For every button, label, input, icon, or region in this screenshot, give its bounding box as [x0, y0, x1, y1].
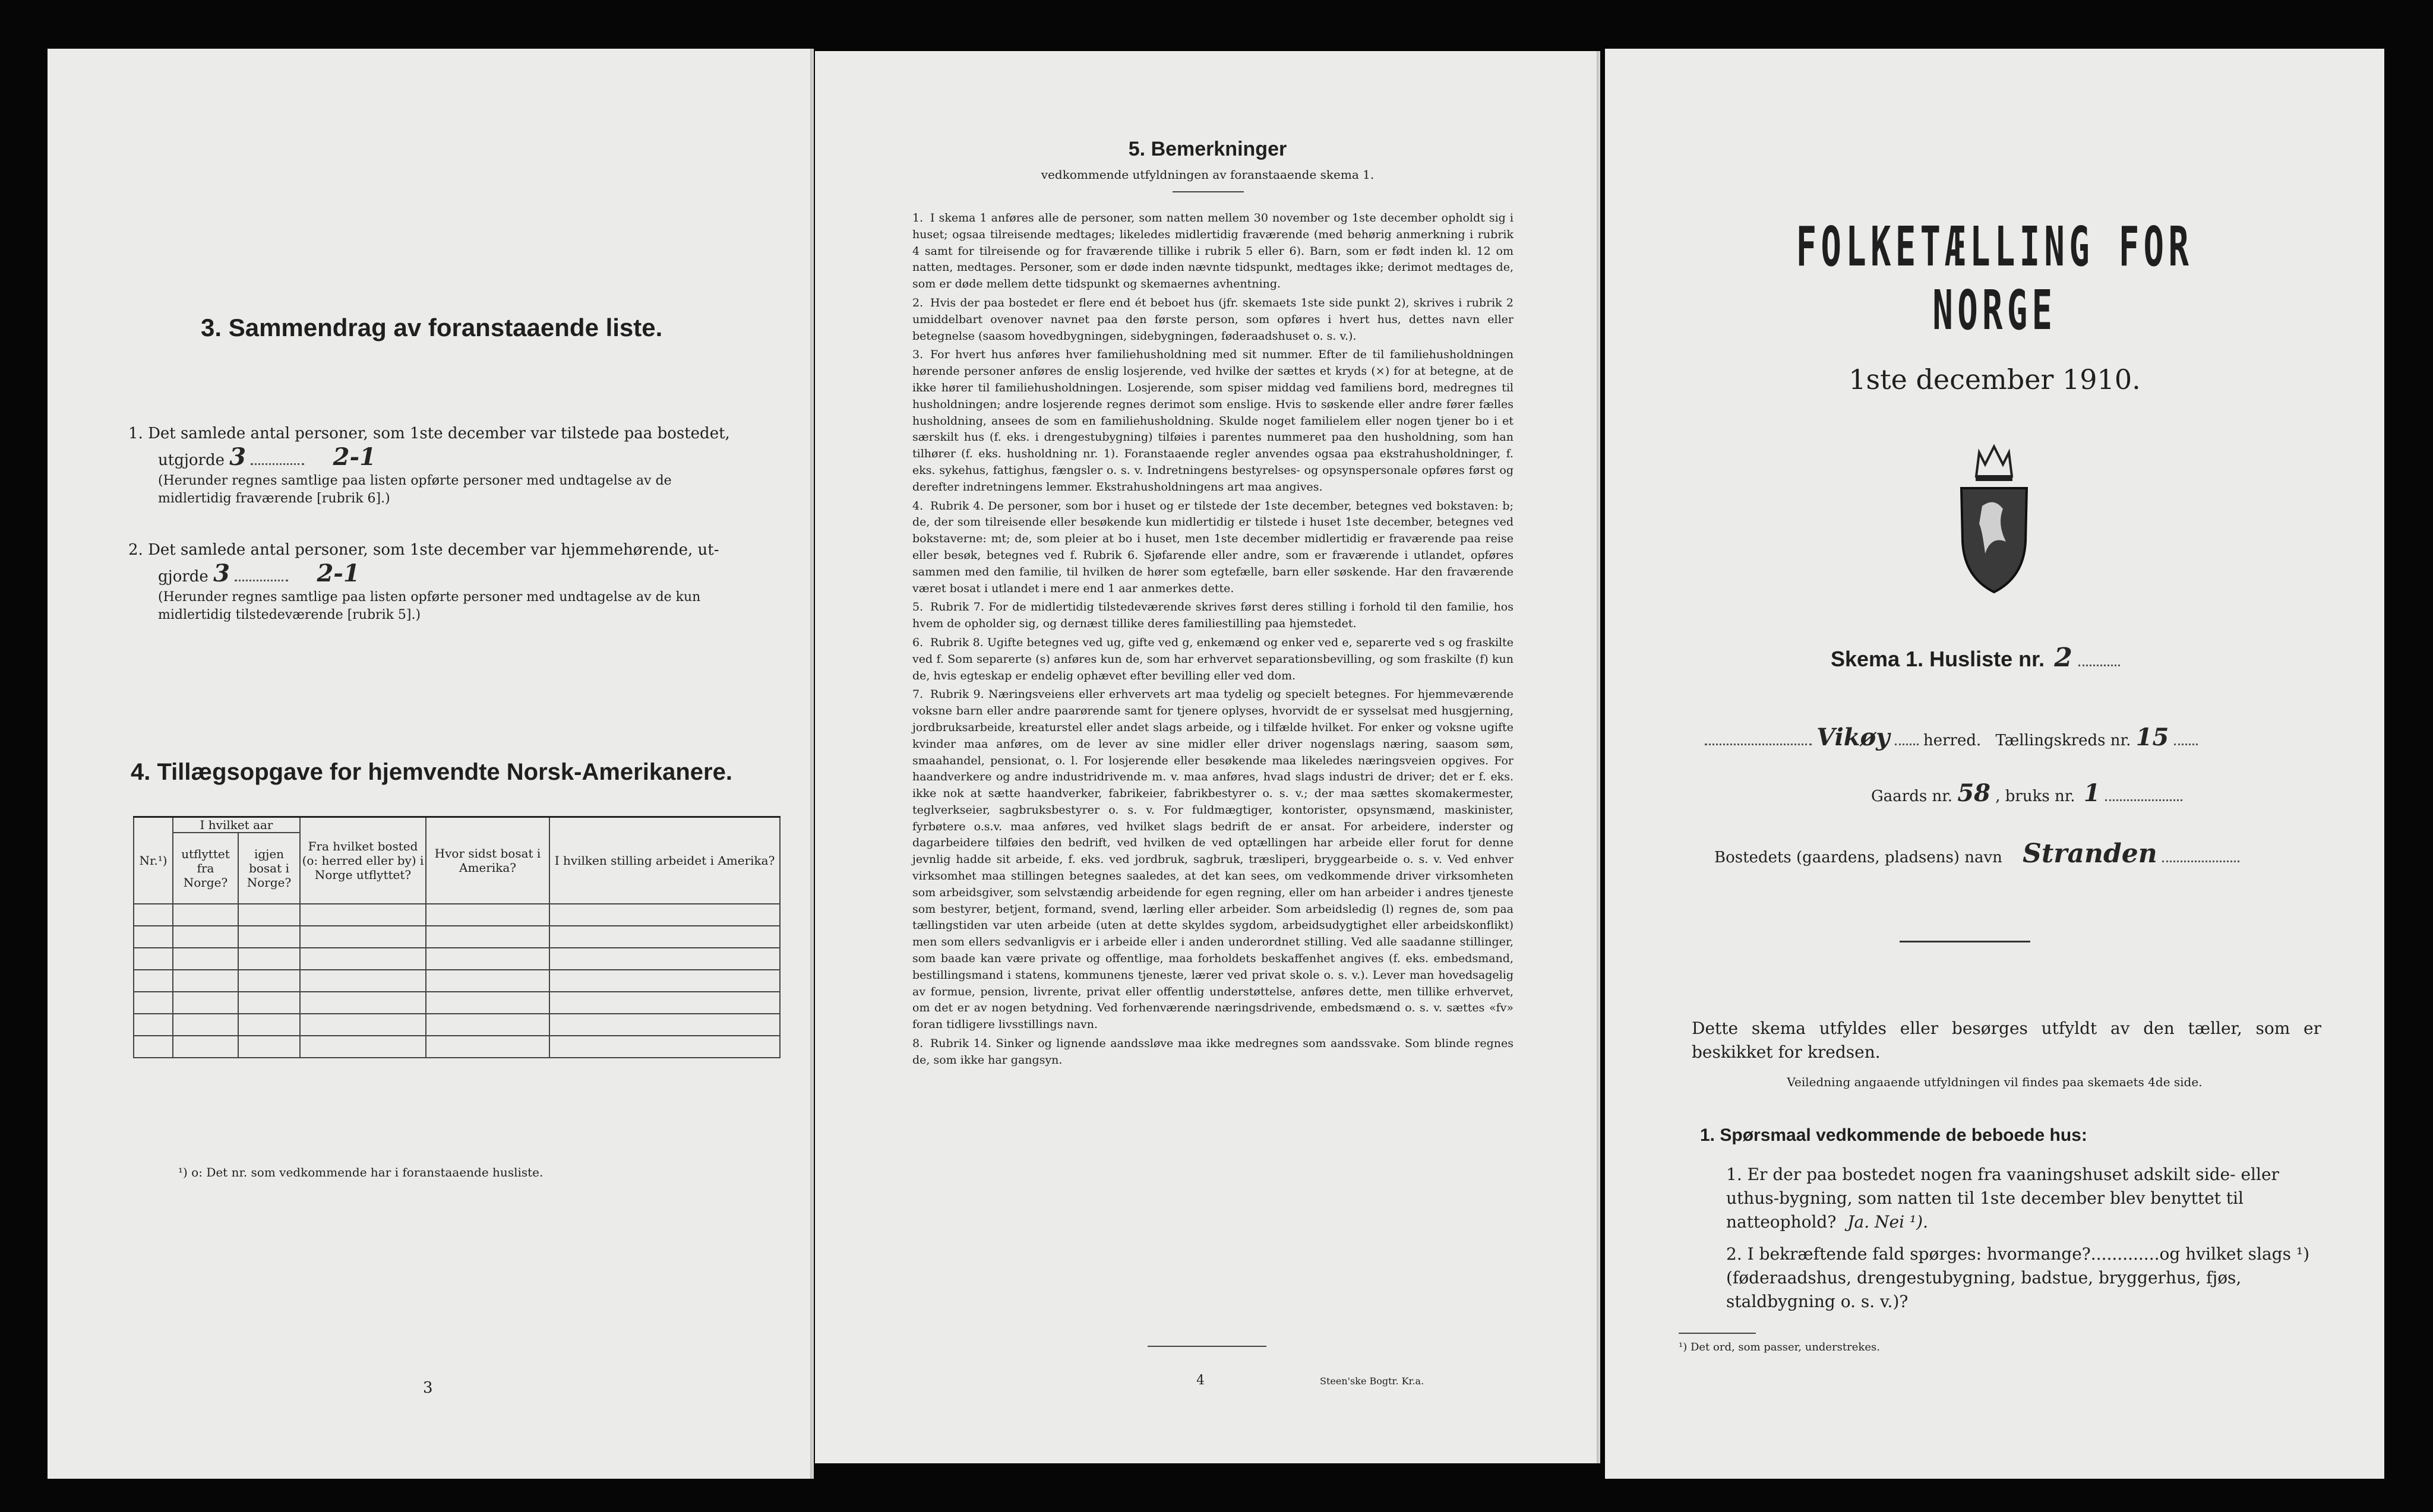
divider [1148, 1346, 1266, 1347]
item1-value: 3 [229, 443, 247, 471]
table-row [134, 948, 780, 970]
gaards-label: Gaards nr. [1871, 787, 1953, 805]
table-footnote: ¹) o: Det nr. som vedkommende har i foranstaaende husliste. [178, 1165, 544, 1179]
table-row [134, 970, 780, 992]
item2-note: (Herunder regnes samtlige paa listen opførte personer med undtagelse av de kun midlertidig tilstedeværende [rubrik 5].) [158, 590, 701, 622]
page-right [1605, 49, 2384, 1479]
bosted-row [1714, 839, 2320, 869]
bosted-value: Stranden [2023, 839, 2157, 869]
table-row [134, 904, 780, 926]
col-utflyttet: utflyttet fra Norge? [173, 833, 238, 904]
table-row [134, 992, 780, 1014]
col-group-year: I hvilket aar [173, 817, 300, 833]
coat-of-arms-icon [1955, 441, 2033, 595]
page-fold [1597, 51, 1600, 1463]
dotted-line [2174, 729, 2198, 745]
section5-subtitle: vedkommende utfyldningen av foranstaaende skema 1. [1041, 167, 1375, 182]
item2-handwritten: 2-1 [317, 559, 360, 587]
dotted-line [2078, 650, 2120, 666]
divider [1679, 1333, 1756, 1334]
item1-note: (Herunder regnes samtlige paa listen opførte personer med undtagelse av de midlertidig fraværende [rubrik 6].) [158, 473, 672, 506]
bruks-value: 1 [2083, 779, 2100, 807]
ornament-divider [1900, 941, 2030, 942]
divider [1173, 191, 1244, 192]
list-item: 7. Rubrik 9. Næringsveiens eller erhvervets art maa tydelig og specielt betegnes. For hjemmeværende voksne barn eller andre paarørende samt for tjenere oplyses, hvorvidt de er sysselsat med husgjerning, jordbruksarbeide, kreaturstel eller andet slags arbeide, og i tilfælde hvilket. For enker og voksne ugifte kvinder maa anføres, om de lever av sine midler eller driver nogenslags næring, saasom søm, smaahandel, pensionat, o. l. For losjerende eller besøkende maa likeledes næringsveien opgives. For haandverkere og andre industridrivende m. v. maa anføres, hvad slags industri de driver; det er f. eks. ikke nok at sætte haandverker, fabrikeier, fabrikbestyrer o. s. v.; der maa sættes skomakermester, teglverkseier, sagbruksbestyrer o. s. v. For fuldmægtiger, kontorister, opsynsmænd, maskinister, fyrbøtere o.s.v. maa anføres, ved hvilket slags bedrift de er ansat. For arbeidere, inderster og dagarbeidere tilføies den bedrift, ved hvilken de ved optællingen har arbeide eller forut for denne jevnlig hadde sit arbeide, f. eks. ved jordbruk, sagbruk, træsliperi, bryggearbeide o. s. v. Ved enhver virksomhet maa stillingen betegnes saaledes, at det kan sees, om vedkommende driver virksomheten som arbeidsgiver, som selvstændig arbeidende for egen regning, eller om han arbeider i andres tjeneste som bestyrer, betjent, formand, svend, lærling eller arbeider. Som arbeidsledig (l) regnes de, som paa tællingstiden var uten arbeide (uten at dette skyldes sygdom, arbeidsudygtighet eller arbeidskonflikt) men som ellers sedvanligvis er i arbeide eller i anden underordnet stilling. Ved alle saadanne stillinger, som baade kan være private og offentlige, maa forholdets beskaffenhet angives (f. eks. embedsmand, bestillingsmand i statens, kommunens tjeneste, lærer ved privat skole o. s. v.). Lever man hovedsagelig av formue, pension, livrente, privat eller offentlig understøttelse, anføres dette, men tillike erhvervet, om det er av nogen betydning. Ved forhenværende næringsdrivende, embedsmænd o. s. v. sættes «fv» foran tidligere livsstillings navn. [912, 688, 1513, 1032]
census-date: 1ste december 1910. [1849, 363, 2141, 396]
questions-heading: 1. Spørsmaal vedkommende de beboede hus: [1700, 1125, 2087, 1145]
herred-label: herred. [1923, 732, 1982, 749]
item1-utgjorde: utgjorde [158, 451, 225, 469]
gaards-value: 58 [1957, 779, 1990, 807]
intro-text: Dette skema utfyldes eller besørges utfyldt av den tæller, som er beskikket for kredsen. [1692, 1018, 2321, 1062]
table-row [134, 1036, 780, 1058]
dotted-line [251, 451, 304, 465]
bosted-label: Bostedets (gaardens, pladsens) navn [1714, 849, 2002, 866]
item1-text: 1. Det samlede antal personer, som 1ste december var tilstede paa bostedet, [128, 425, 730, 442]
main-title: FOLKETÆLLING FOR NORGE [1796, 215, 2194, 342]
herred-row [1705, 723, 2323, 751]
dotted-line [1705, 729, 1812, 745]
summary-item-1 [128, 422, 740, 508]
list-item: 1. I skema 1 anføres alle de personer, som natten mellem 30 november og 1ste december opholdt sig i huset; ogsaa tilreisende medtages; likeledes midlertidig fraværende (med behørig anmerkning i rubrik 4 samt for tilreisende og for fraværende tillike i rubrik 5 eller 6). Barn, som er født inden kl. 12 om natten, medtages. Personer, som er døde inden nævnte tidspunkt, medtages ikke; derimot medtages de, som er døde mellem dette tidspunkt og skemaernes avhentning. [912, 211, 1513, 291]
list-item: 8. Rubrik 14. Sinker og lignende aandssløve maa ikke medregnes som aandssvake. Som blinde regnes de, som ikke har gangsyn. [912, 1037, 1513, 1067]
page-fold [810, 49, 814, 1479]
col-stilling: I hvilken stilling arbeidet i Amerika? [549, 817, 780, 904]
item2-gjorde: gjorde [158, 568, 208, 586]
col-fra: Fra hvilket bosted (o: herred eller by) i Norge utflyttet? [300, 817, 426, 904]
question-1: 1. Er der paa bostedet nogen fra vaaningshuset adskilt side- eller uthus-bygning, som natten til 1ste december blev benyttet til natteophold? Ja. Nei ¹). [1726, 1165, 2279, 1232]
page-number-left: 3 [423, 1379, 433, 1397]
item1-handwritten: 2-1 [333, 443, 376, 471]
col-nr: Nr.¹) [134, 817, 173, 904]
section5-title: 5. Bemerkninger [1128, 138, 1287, 160]
dotted-line [2105, 785, 2182, 801]
dotted-line [1895, 729, 1919, 745]
kreds-label: Tællingskreds nr. [1995, 732, 2131, 749]
question-2: 2. I bekræftende fald spørges: hvormange?.............og hvilket slags ¹) (føderaadshus, drengestubygning, badstue, bryggerhus, fjøs, staldbygning o. s. v.)? [1726, 1244, 2309, 1311]
section4-title: 4. Tillægsopgave for hjemvendte Norsk-Amerikanere. [131, 759, 732, 785]
kreds-value: 15 [2135, 723, 2169, 751]
col-hvor: Hvor sidst bosat i Amerika? [426, 817, 549, 904]
dotted-line [2162, 846, 2239, 862]
question-1-answer: Ja. Nei ¹). [1847, 1212, 1928, 1232]
dotted-line [235, 567, 288, 581]
table-row [134, 926, 780, 948]
list-item: 5. Rubrik 7. For de midlertidig tilstedeværende skrives først deres stilling i forhold til den familie, hos hvem de opholder sig, og dernæst tillike deres familiestilling paa hjemstedet. [912, 600, 1513, 631]
herred-value: Vikøy [1816, 723, 1890, 751]
summary-item-2 [128, 538, 740, 624]
list-item: 2. Hvis der paa bostedet er flere end ét beboet hus (jfr. skemaets 1ste side punkt 2), skrives i rubrik 2 umiddelbart ovenover navnet paa den første person, som opføres i hvert hus, dettes navn eller betegnelse (saasom hovedbygningen, sidebygningen, føderaadshuset o. s. v.). [912, 296, 1513, 343]
footnote-right: ¹) Det ord, som passer, understrekes. [1679, 1341, 1880, 1353]
skema-label: Skema 1. Husliste nr. [1831, 647, 2045, 671]
norsk-amerikanere-table [133, 816, 781, 1058]
husliste-nr-value: 2 [2054, 643, 2072, 673]
bruks-label: , bruks nr. [1995, 787, 2075, 805]
item2-text: 2. Det samlede antal personer, som 1ste december var hjemmehørende, ut- [128, 541, 719, 559]
printer-mark: Steen'ske Bogtr. Kr.a. [1320, 1375, 1424, 1387]
guide-text: Veiledning angaaende utfyldningen vil findes paa skemaets 4de side. [1787, 1075, 2203, 1089]
gaards-row [1871, 779, 2182, 807]
remarks-list [912, 210, 1513, 1071]
list-item: 4. Rubrik 4. De personer, som bor i huset og er tilstede der 1ste december, betegnes ved bokstaven: b; de, der som tilreisende eller besøkende kun midlertidig er tilstede i huset 1ste december, betegnes ved bokstaverne: mt; de, som pleier at bo i huset, men 1ste december midlertidig er fraværende paa reise eller besøk, betegnes ved f. Rubrik 6. Sjøfarende eller andre, som er fraværende i utlandet, opføres sammen med den familie, til hvilken de hører som egtefælle, barn eller søskende. Har den fraværende været bosat i utlandet i mere end 1 aar anmerkes dette. [912, 499, 1513, 595]
item2-value: 3 [213, 559, 230, 587]
page-number-middle: 4 [1196, 1373, 1205, 1388]
list-item: 6. Rubrik 8. Ugifte betegnes ved ug, gifte ved g, enkemænd og enker ved e, separerte ved s og fraskilte ved f. Som separerte (s) anføres kun de, som har erhvervet separationsbevilling, og som fraskilte (f) kun de, hvis egteskap er endelig ophævet efter bevilling eller ved dom. [912, 635, 1513, 682]
table-row [134, 1014, 780, 1036]
page-middle [815, 51, 1600, 1463]
list-item: 3. For hvert hus anføres hver familiehusholdning med sit nummer. Efter de til familiehusholdningen hørende personer anføres de enslig losjerende, ved hvilke der sættes et kryds (×) for at betegne, at de ikke hører til familiehusholdningen. Losjerende, som spiser middag ved familiens bord, medregnes til husholdningen; andre losjerende regnes derimot som enslige. Hvis to søskende eller andre fører fælles husholdning, ansees de som en familiehusholdning. Skulde noget familielem eller nogen tjener bo i et særskilt hus (f. eks. i drengestubygning) tilføies i parentes nummeret paa den husholdning, som han tilhører (f. eks. husholdning nr. 1). Foranstaaende regler anvendes ogsaa paa ekstrahusholdninger, f. eks. sykehus, fattighus, fængsler o. s. v. Indretningens bestyrelses- og opsynspersonale opføres først og derefter indretningens lemmer. Ekstrahusholdningens art maa angives. [912, 348, 1513, 494]
section3-title: 3. Sammendrag av foranstaaende liste. [201, 314, 663, 341]
skema-line [1831, 643, 2120, 673]
col-igjen: igjen bosat i Norge? [238, 833, 300, 904]
page-left [48, 49, 814, 1479]
